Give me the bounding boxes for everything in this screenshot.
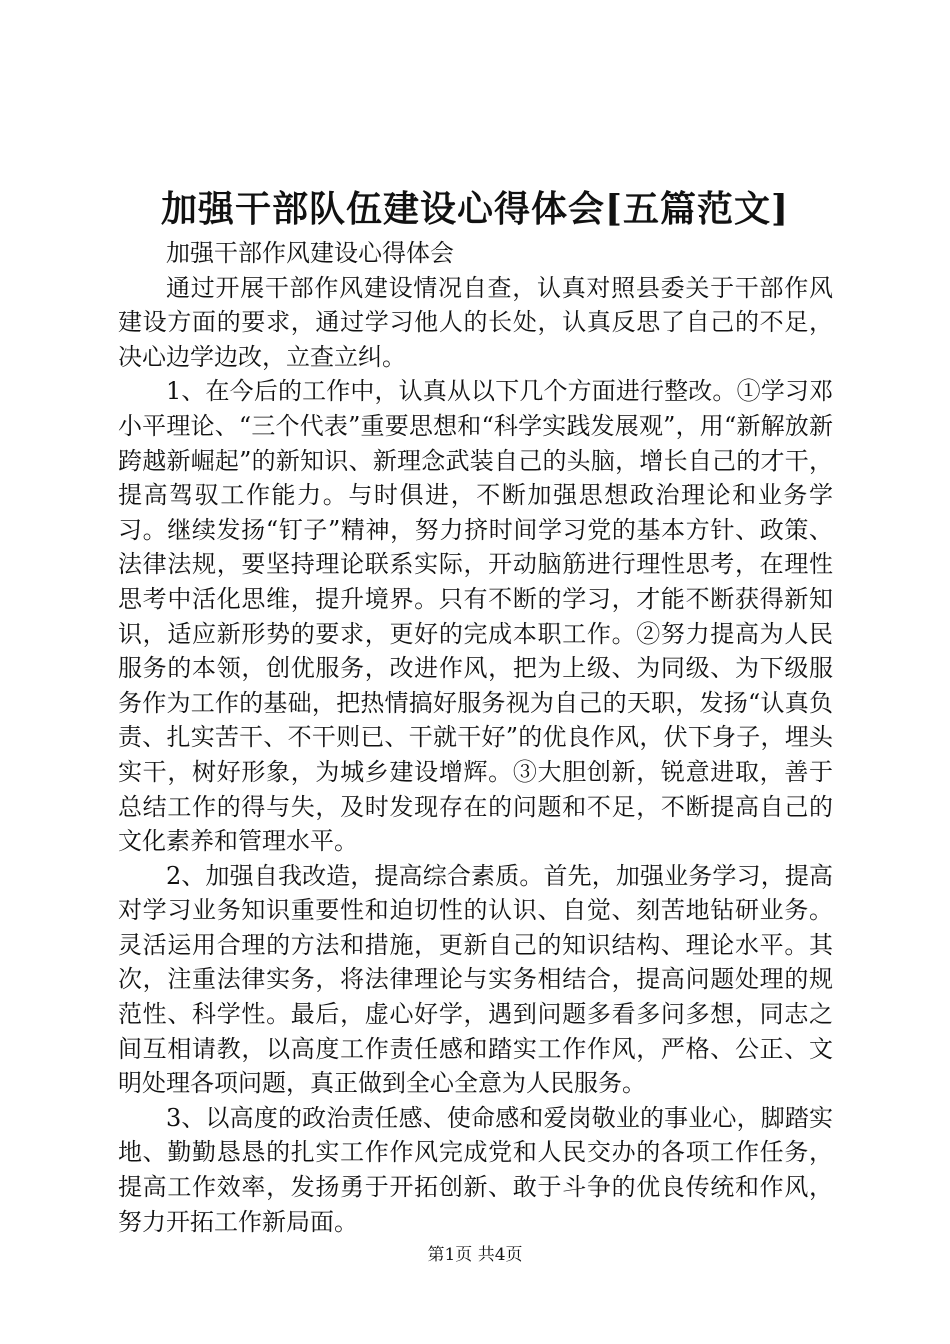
paragraph-point-1: 1、在今后的工作中，认真从以下几个方面进行整改。①学习邓小平理论、“三个代表”重要思想和“科学实践发展观”，用“新解放新跨越新崛起”的新知识、新理念武装自己的头脑，增长自己的才干，提高驾驭工作能力。与时俱进，不断加强思想政治理论和业务学习。继续发扬“钉子”精神，努力挤时间学习党的基本方针、政策、法律法规，要坚持理论联系实际，开动脑筋进行理性思考，在理性思考中活化思维，提升境界。只有不断的学习，才能不断获得新知识，适应新形势的要求，更好的完成本职工作。②努力提高为人民服务的本领，创优服务，改进作风，把为上级、为同级、为下级服务作为工作的基础，把热情搞好服务视为自己的天职，发扬“认真负责、扎实苦干、不干则已、干就干好”的优良作风，伏下身子，埋头实干，树好形象，为城乡建设增辉。③大胆创新，锐意进取，善于总结工作的得与失，及时发现存在的问题和不足，不断提高自己的文化素养和管理水平。 (118, 377, 833, 856)
page-number-footer: 第1页 共4页 (427, 1245, 523, 1265)
document-title: 加强干部队伍建设心得体会[五篇范文] (160, 188, 790, 230)
paragraph-point-2: 2、加强自我改造，提高综合素质。首先，加强业务学习，提高对学习业务知识重要性和迫切性的认识、自觉、刻苦地钻研业务。灵活运用合理的方法和措施，更新自己的知识结构、理论水平。其次，注重法律实务，将法律理论与实务相结合，提高问题处理的规范性、科学性。最后，虚心好学，遇到问题多看多问多想，同志之间互相请教，以高度工作责任感和踏实工作作风，严格、公正、文明处理各项问题，真正做到全心全意为人民服务。 (118, 861, 833, 1098)
section-heading: 加强干部作风建设心得体会 (166, 239, 454, 267)
paragraph-intro: 通过开展干部作风建设情况自查，认真对照县委关于干部作风建设方面的要求，通过学习他人的长处，认真反思了自己的不足，决心边学边改，立查立纠。 (118, 273, 833, 371)
paragraph-point-3: 3、以高度的政治责任感、使命感和爱岗敬业的事业心，脚踏实地、勤勤恳恳的扎实工作作风完成党和人民交办的各项工作任务，提高工作效率，发扬勇于开拓创新、敢于斗争的优良传统和作风，努力开拓工作新局面。 (118, 1103, 833, 1236)
document-body (118, 236, 833, 1239)
